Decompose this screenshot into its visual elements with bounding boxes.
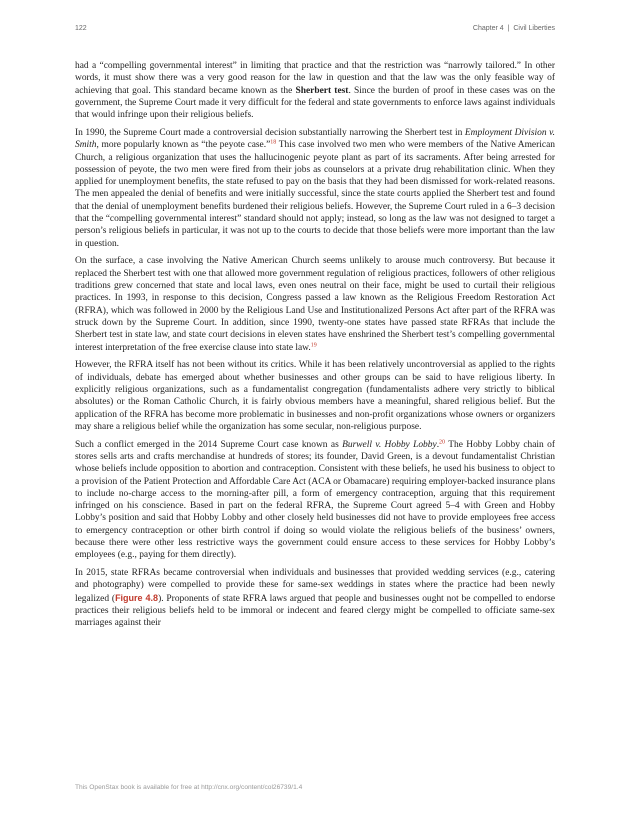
paragraph-5 [75,439,555,562]
footnote-ref-19[interactable]: 19 [310,342,317,349]
p1-text-a: had a “compelling governmental interest” in limiting that practice and that the restriction was “narrowly tailored.” In other words, it must show there was a very good reason for the law in question and that the law was the only feasible way of achieving that goal. This standard became known as the [75,61,555,96]
p2-text-c: This case involved two men who were members of the Native American Church, a religious organization that uses the hallucinogenic peyote plant as part of its sacraments. After being arrested for possession of peyote, the two men were fired from their jobs as counselors at a private drug rehabilitation clinic. When they applied for unemployment benefits, the state refused to pay on the basis that they had been dismissed for work-related reasons. The men appealed the denial of benefits and were initially successful, since the state courts applied the Sherbert test and found that the denial of unemployment benefits burdened their religious beliefs. However, the Supreme Court ruled in a 6–3 decision that the “compelling governmental interest” standard should not apply; instead, so long as the law was not designed to target a person’s religious beliefs in particular, it was not up to the courts to decide that those beliefs were more important than the law in question. [75,140,555,249]
p5-text-c: The Hobby Lobby chain of stores sells arts and crafts merchandise at hundreds of stores; its founder, David Green, is a devout fundamentalist Christian whose beliefs include opposition to abortion and contraception. Consistent with these beliefs, he used his business to object to a provision of the Patient Protection and Affordable Care Act (ACA or Obamacare) requiring employer-backed insurance plans to include no-charge access to the morning-after pill, a form of emergency contraception, arguing that this requirement infringed on his conscience. Based in part on the federal RFRA, the Supreme Court agreed 5–4 with Green and Hobby Lobby’s position and said that Hobby Lobby and other closely held businesses did not have to provide employees free access to emergency contraception or other birth control if doing so would violate the religious beliefs of the business’ owners, because there were other less restrictive ways the government could ensure access to these services for Hobby Lobby’s employees (e.g., paying for them directly). [75,439,555,561]
paragraph-4 [75,359,555,433]
paragraph-3 [75,255,555,353]
p4-text-a: However, the RFRA itself has not been without its critics. While it has been relatively uncontroversial as applied to the rights of individuals, debate has emerged about whether businesses and other groups can be said to have religious liberty. In explicitly religious organizations, such as a fundamentalist congregation (fundamentalists adhere very strictly to biblical absolutes) or the Roman Catholic Church, it is fairly obvious members have a meaningful, shared religious belief. But the application of the RFRA has become more problematic in businesses and non-profit organizations whose owners or organizers may share a religious belief while the organization has some secular, non-religious purpose. [75,360,555,432]
footnote-ref-20[interactable]: 20 [439,439,446,446]
section-label: Civil Liberties [513,25,555,32]
paragraph-2 [75,127,555,250]
footnote-ref-18[interactable]: 18 [270,139,277,146]
chapter-label: Chapter 4 [472,25,504,32]
key-term-sherbert-test: Sherbert test [295,85,349,96]
body-text [75,60,555,635]
p6-text-b: ). Proponents of state RFRA laws argued that people and businesses ought not be compelled to endorse practices their religious beliefs held to be immoral or indecent and feared clergy might be compelled to officiate same-sex marriages against their [75,593,556,629]
p6-text-a: In 2015, state RFRAs became controversial when individuals and businesses that provided wedding services (e.g., catering and photography) were compelled to provide these for same-sex weddings in states where the practice had been newly legalized ( [75,568,555,604]
paragraph-1 [75,60,555,121]
p2-text-b: , more popularly known as “the peyote case.” [96,140,271,151]
p5-text-b: . [436,439,440,450]
running-header [473,25,555,32]
header-separator: | [507,25,510,32]
p3-text-a: On the surface, a case involving the Native American Church seems unlikely to arouse much controversy. But because it replaced the Sherbert test with one that allowed more government regulation of religious practices, followers of other religious traditions grew concerned that state and local laws, even ones neutral on their face, might be used to curtail their religious practices. In 1993, in response to this decision, Congress passed a law known as the Religious Freedom Restoration Act (RFRA), which was followed in 2000 by the Religious Land Use and Institutionalized Persons Act after part of the RFRA was struck down by the Supreme Court. In addition, since 1990, twenty-one states have passed state RFRAs that include the Sherbert test in state law, and state court decisions in eleven states have enshrined the Sherbert test’s compelling governmental interest interpretation of the free exercise clause into state law. [75,256,555,353]
footer-note: This OpenStax book is available for free at http://cnx.org/content/col26739/1.4 [75,784,303,791]
paragraph-6 [75,567,555,629]
p2-text-a: In 1990, the Supreme Court made a controversial decision substantially narrowing the Sherbert test in [75,127,465,138]
p1-text-b: . Since the burden of proof in these cases was on the government, the Supreme Court made it very difficult for the federal and state governments to enforce laws against individuals that would infringe upon their religious beliefs. [75,85,556,121]
p5-text-a: Such a conflict emerged in the 2014 Supreme Court case known as [75,439,343,450]
page-number: 122 [75,25,87,32]
case-name-hobby-lobby: Burwell v. Hobby Lobby [342,439,437,450]
figure-link[interactable]: Figure 4.8 [115,592,159,603]
case-name-smith: Employment Division v. Smith [75,127,555,151]
